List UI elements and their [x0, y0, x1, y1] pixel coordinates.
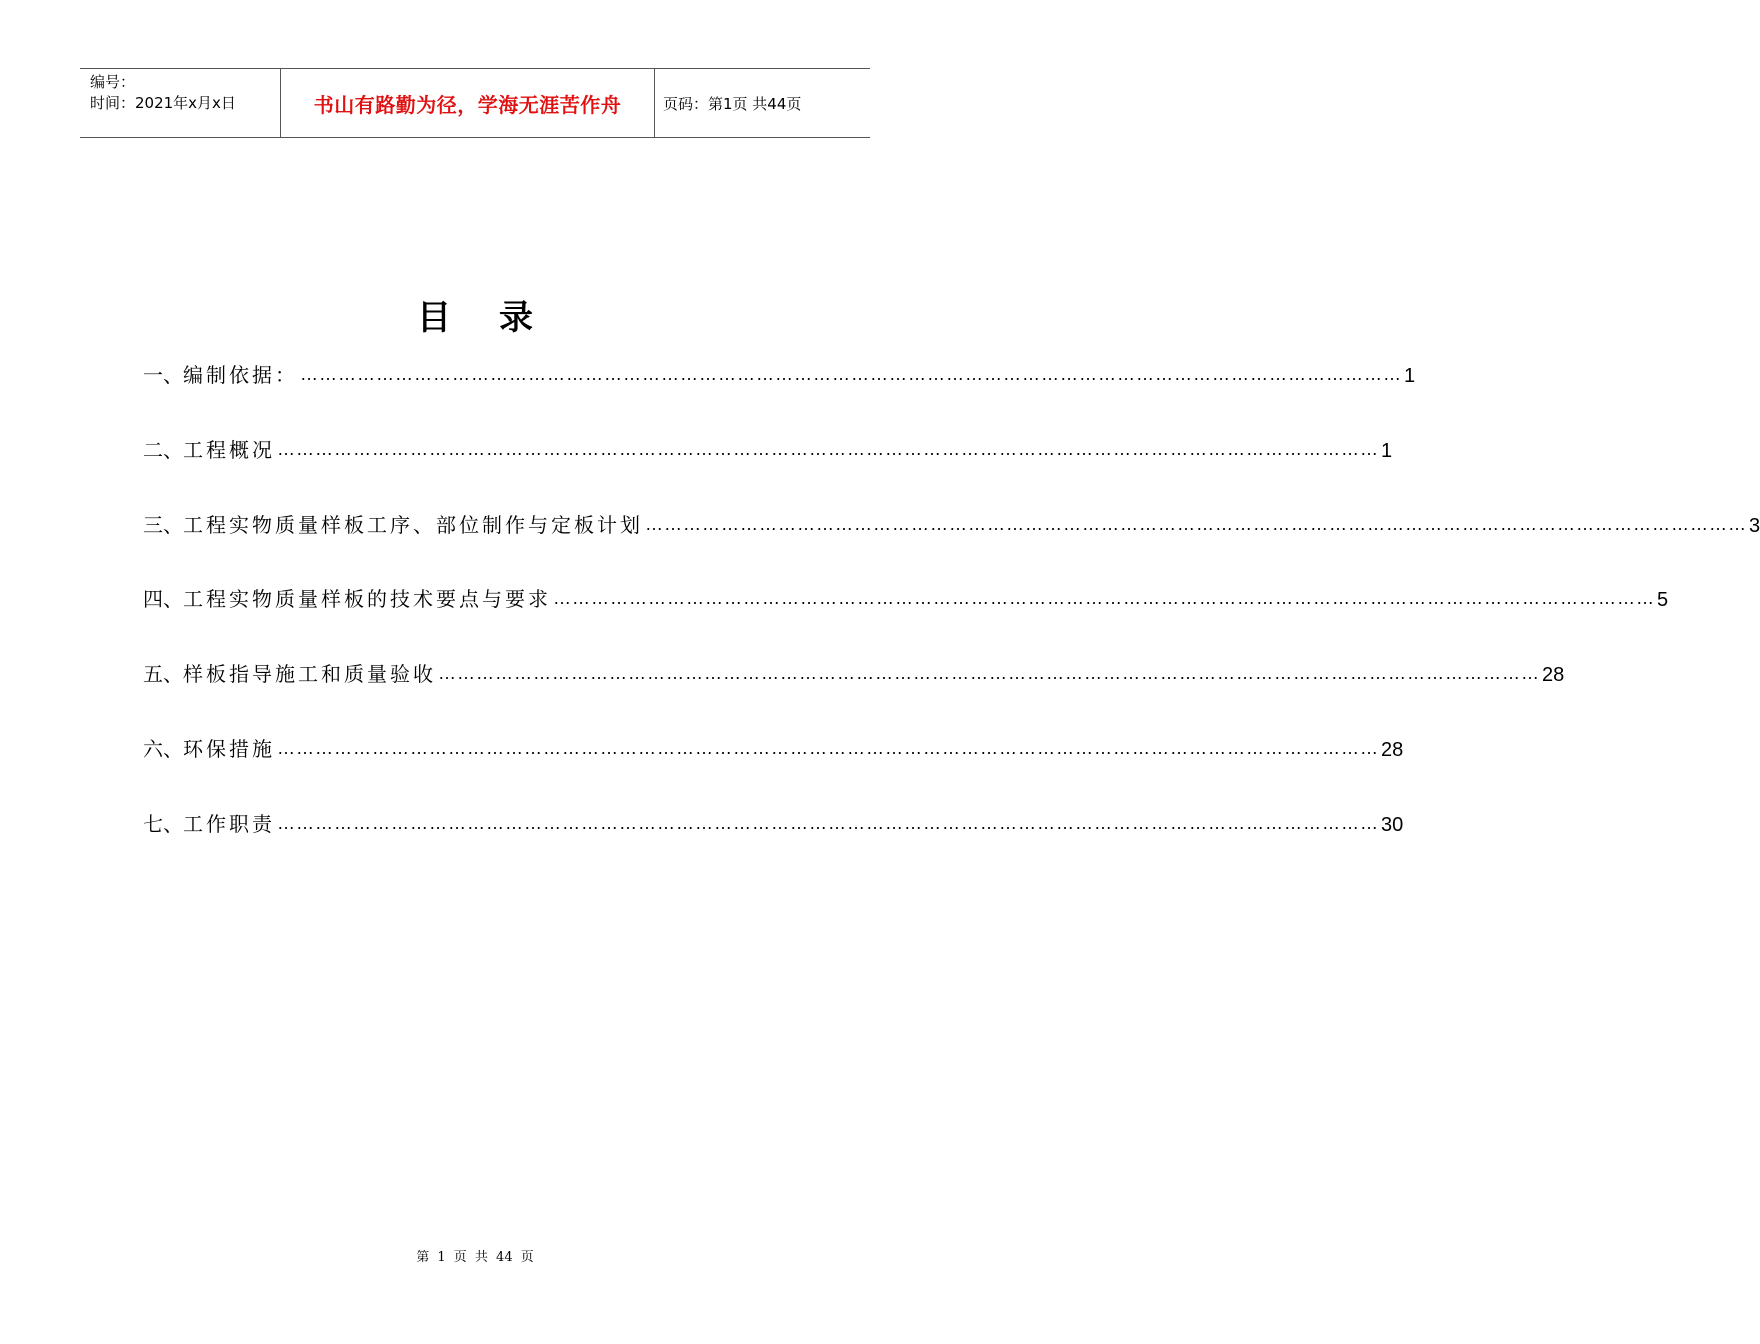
- toc-entry-page: 1: [1404, 365, 1416, 387]
- number-label: 编号：: [90, 73, 136, 91]
- toc-entry-page: 30: [1381, 813, 1404, 836]
- toc-leader-dots: …………………………………………………………………………………………………………………………………………………………: [300, 364, 1402, 384]
- motto-text: 书山有路勤为径，学海无涯苦作舟: [313, 92, 622, 117]
- toc-leader-dots: …………………………………………………………………………………………………………………………………………………………: [553, 588, 1655, 609]
- toc-leader-dots: …………………………………………………………………………………………………………………………………………………………: [277, 737, 1379, 758]
- toc-entry-title: 工作职责: [183, 811, 275, 836]
- toc-entry-page: 5: [1657, 589, 1669, 612]
- header-motto-cell: [281, 69, 655, 137]
- toc-entry-title: 工程实物质量样板的技术要点与要求: [183, 587, 551, 612]
- date-label: 时间：2021年x月x日: [90, 94, 236, 112]
- toc-entry-title: 环保措施: [183, 736, 275, 761]
- document-title: 目录: [417, 298, 581, 338]
- toc-entry-page: 28: [1542, 664, 1565, 687]
- page-footer: 第 1 页 共 44 页: [416, 1250, 534, 1265]
- table-of-contents: [143, 352, 1760, 876]
- toc-leader-dots: …………………………………………………………………………………………………………………………………………………………: [277, 438, 1379, 459]
- toc-entry-page: 28: [1381, 738, 1404, 761]
- toc-entry-title: 工程概况: [183, 437, 275, 462]
- toc-entry-title: 工程实物质量样板工序、部位制作与定板计划: [183, 512, 643, 537]
- toc-entry[interactable]: [143, 801, 1404, 837]
- toc-leader-dots: …………………………………………………………………………………………………………………………………………………………: [277, 812, 1379, 833]
- toc-entry-page: 1: [1381, 439, 1393, 462]
- toc-entry[interactable]: [143, 427, 1393, 463]
- toc-leader-dots: …………………………………………………………………………………………………………………………………………………………: [438, 663, 1540, 684]
- toc-entry-title: 编制依据：: [183, 363, 298, 387]
- toc-entry-number: 六、: [143, 736, 183, 761]
- toc-entry-number: 四、: [143, 587, 183, 612]
- page-info-text: 页码：第1页 共44页: [663, 94, 802, 113]
- header-page-info: [655, 69, 870, 137]
- toc-entry-title: 样板指导施工和质量验收: [183, 662, 436, 687]
- toc-entry-number: 五、: [143, 662, 183, 687]
- toc-entry-page: 3: [1749, 514, 1760, 537]
- page-header: [80, 68, 870, 138]
- toc-entry-number: 七、: [143, 811, 183, 836]
- toc-entry-number: 三、: [143, 512, 183, 537]
- toc-entry-number: 一、: [143, 363, 183, 387]
- toc-entry[interactable]: [143, 576, 1669, 612]
- header-meta: [80, 69, 281, 137]
- toc-entry[interactable]: [143, 352, 1416, 388]
- toc-entry[interactable]: [143, 502, 1760, 538]
- toc-entry[interactable]: [143, 651, 1565, 687]
- toc-entry-number: 二、: [143, 437, 183, 462]
- toc-entry[interactable]: [143, 726, 1404, 762]
- toc-leader-dots: …………………………………………………………………………………………………………………………………………………………: [645, 513, 1747, 534]
